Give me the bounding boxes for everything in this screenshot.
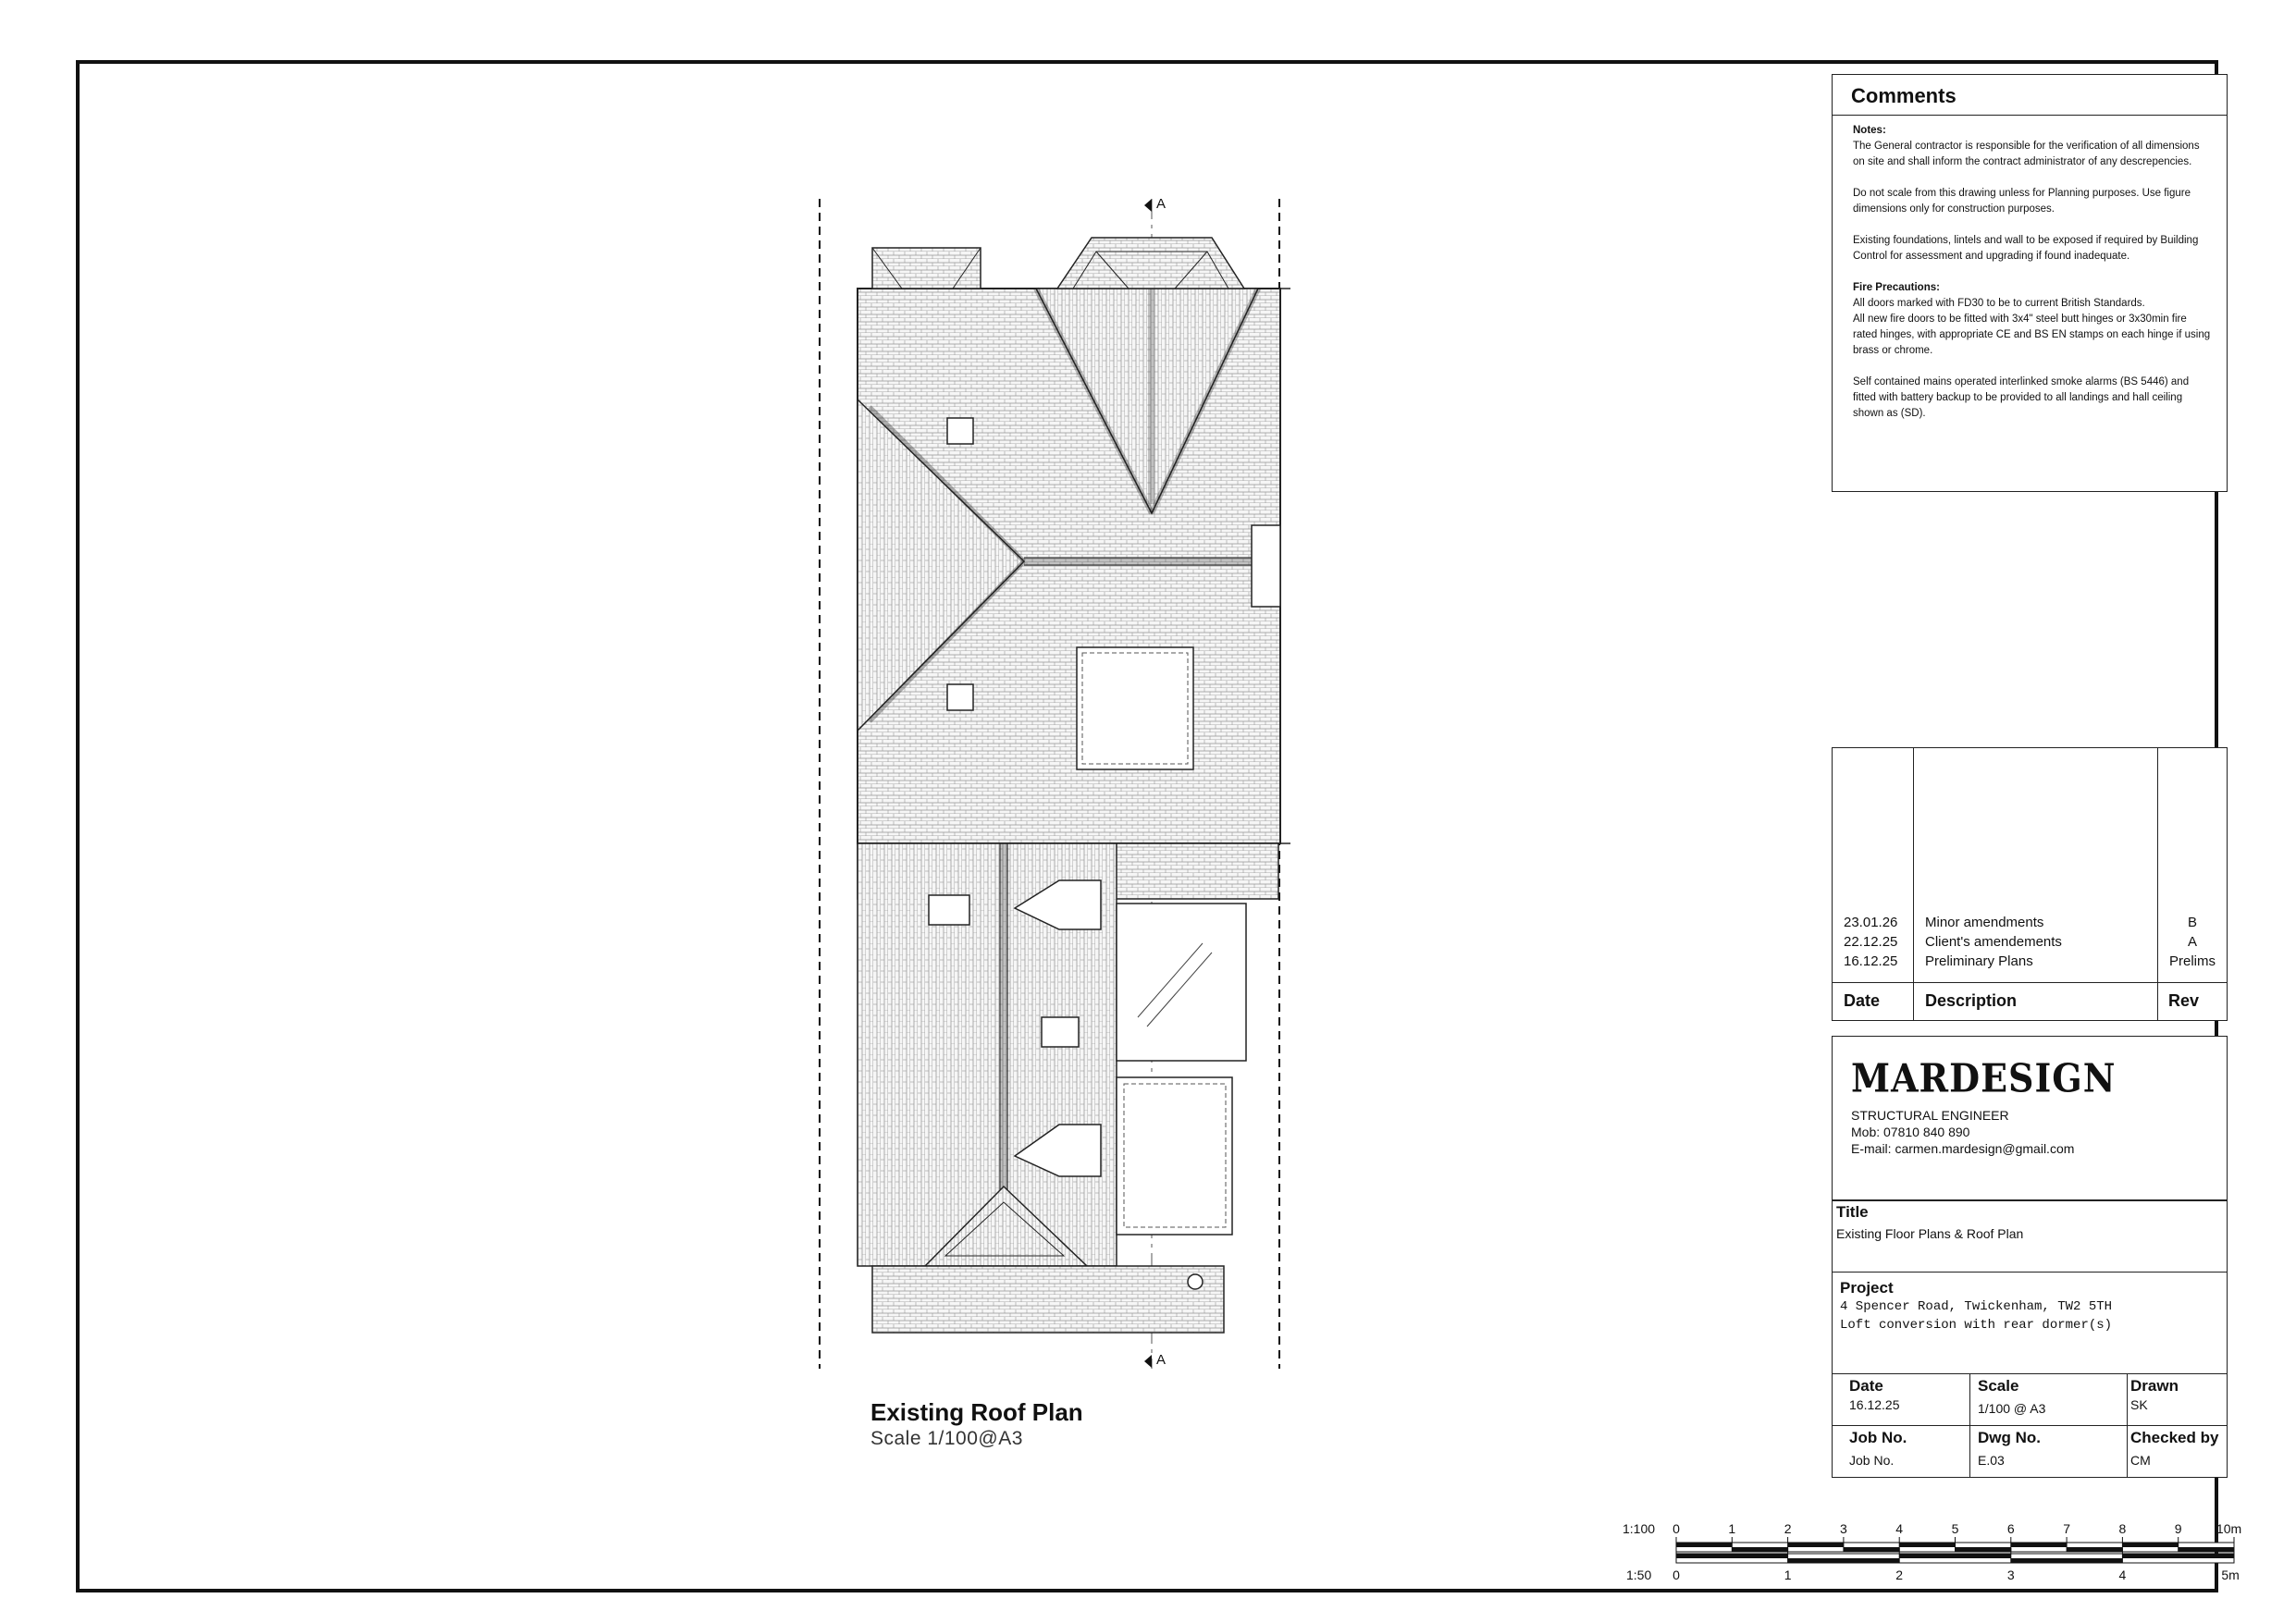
scale-tick-label: 7 [2063,1521,2070,1536]
scale-tick-label: 3 [1839,1521,1847,1536]
scale-tick-label: 5m [2221,1568,2240,1582]
fire-note-item: Self contained mains operated interlinked smoke alarms (BS 5446) and fitted with battery backup to be provided to all landings and hall ceiling shown as (SD). [1853,376,2190,419]
dwg-label: Dwg No. [1978,1429,2041,1446]
scale-tick-label: 5 [1951,1521,1959,1536]
rev-description: Minor amendments [1925,915,2044,930]
bar1-segment [2011,1543,2067,1547]
rev-code: A [2187,934,2197,950]
date-label: Date [1849,1377,1883,1395]
bar2-segment [2011,1558,2123,1563]
bar1-segment [1844,1547,1899,1552]
drawn-label: Drawn [2130,1377,2179,1395]
rev-description: Client's amendements [1925,934,2062,950]
job-value: Job No. [1849,1453,1895,1468]
rev-header-rev: Rev [2168,991,2200,1010]
drawing-title: Existing Roof Plan [870,1398,1083,1426]
rev-date: 16.12.25 [1844,953,1898,969]
scale-bar-2-ratio: 1:50 [1626,1568,1652,1582]
fire-note-item: All doors marked with FD30 to be to current British Standards. [1853,298,2145,309]
checked-label: Checked by [2130,1429,2219,1446]
scale-tick-label: 4 [2118,1568,2127,1582]
checked-value: CM [2130,1453,2151,1468]
scale-tick-label: 3 [2006,1568,2015,1582]
comments-title: Comments [1851,84,1957,107]
section-label-bottom: A [1156,1352,1167,1368]
bar1-segment [2067,1547,2122,1552]
bar1-segment [2179,1547,2234,1552]
project-label: Project [1840,1279,1894,1297]
scale-tick-label: 4 [1895,1521,1904,1536]
rev-date: 22.12.25 [1844,934,1898,950]
company-email: E-mail: carmen.mardesign@gmail.com [1851,1141,2075,1156]
company-role: STRUCTURAL ENGINEER [1851,1108,2009,1123]
drawn-value: SK [2130,1397,2148,1412]
bar1-segment [1956,1547,2011,1552]
drawing-scale: Scale 1/100@A3 [870,1428,1023,1449]
title-label: Title [1836,1203,1869,1221]
date-value: 16.12.25 [1849,1397,1900,1412]
bar2-segment [1899,1554,2011,1558]
scale-value: 1/100 @ A3 [1978,1401,2046,1416]
section-label-top: A [1156,196,1167,212]
scale-tick-label: 1 [1728,1521,1736,1536]
scale-tick-label: 9 [2174,1521,2182,1536]
bar1-segment [1676,1543,1732,1547]
project-description: Loft conversion with rear dormer(s) [1840,1318,2113,1333]
rev-code: B [2187,915,2197,930]
project-address: 4 Spencer Road, Twickenham, TW2 5TH [1840,1299,2113,1314]
rev-header-date: Date [1844,991,1881,1010]
bar2-segment [1676,1554,1788,1558]
company-mobile: Mob: 07810 840 890 [1851,1125,1970,1139]
scale-tick-label: 10m [2216,1521,2242,1536]
scale-tick-label: 0 [1673,1568,1680,1582]
scale-tick-label: 0 [1673,1521,1680,1536]
bar1-segment [1732,1547,1787,1552]
bar1-segment [1899,1543,1955,1547]
scale-label: Scale [1978,1377,2019,1395]
scale-tick-label: 6 [2006,1521,2015,1536]
bar1-segment [1788,1543,1844,1547]
bar1-segment [2122,1543,2178,1547]
scale-tick-label: 8 [2118,1521,2127,1536]
bar2-segment [1788,1558,1900,1563]
company-logo: MARDESIGN [1851,1055,2117,1101]
scale-tick-label: 2 [1784,1521,1792,1536]
bar2-segment [2122,1554,2234,1558]
rev-header-description: Description [1925,991,2018,1010]
rev-date: 23.01.26 [1844,915,1898,930]
job-label: Job No. [1849,1429,1907,1446]
dwg-value: E.03 [1978,1453,2005,1468]
note-item: Do not scale from this drawing unless for Planning purposes. Use figure dimensions only for construction purposes. [1853,188,2191,215]
note-item: The General contractor is responsible for the verification of all dimensions on site and shall inform the contract administrator of any descrepencies. [1853,141,2200,167]
scale-tick-label: 2 [1895,1568,1904,1582]
scale-bar-1-ratio: 1:100 [1623,1521,1656,1536]
rev-description: Preliminary Plans [1925,953,2033,969]
rev-code: Prelims [2168,953,2216,969]
fire-note-item: All new fire doors to be fitted with 3x4" steel butt hinges or 3x30min fire rated hinges, with appropriate CE and BS EN stamps on each hinge if using brass or chrome. [1853,314,2211,356]
scale-tick-label: 1 [1784,1568,1792,1582]
title-value: Existing Floor Plans & Roof Plan [1836,1226,2024,1241]
notes-heading: Notes: [1853,125,1886,136]
note-item: Existing foundations, lintels and wall to be exposed if required by Building Control for assessment and upgrading if found inadequate. [1853,235,2199,262]
fire-heading: Fire Precautions: [1853,282,1940,293]
